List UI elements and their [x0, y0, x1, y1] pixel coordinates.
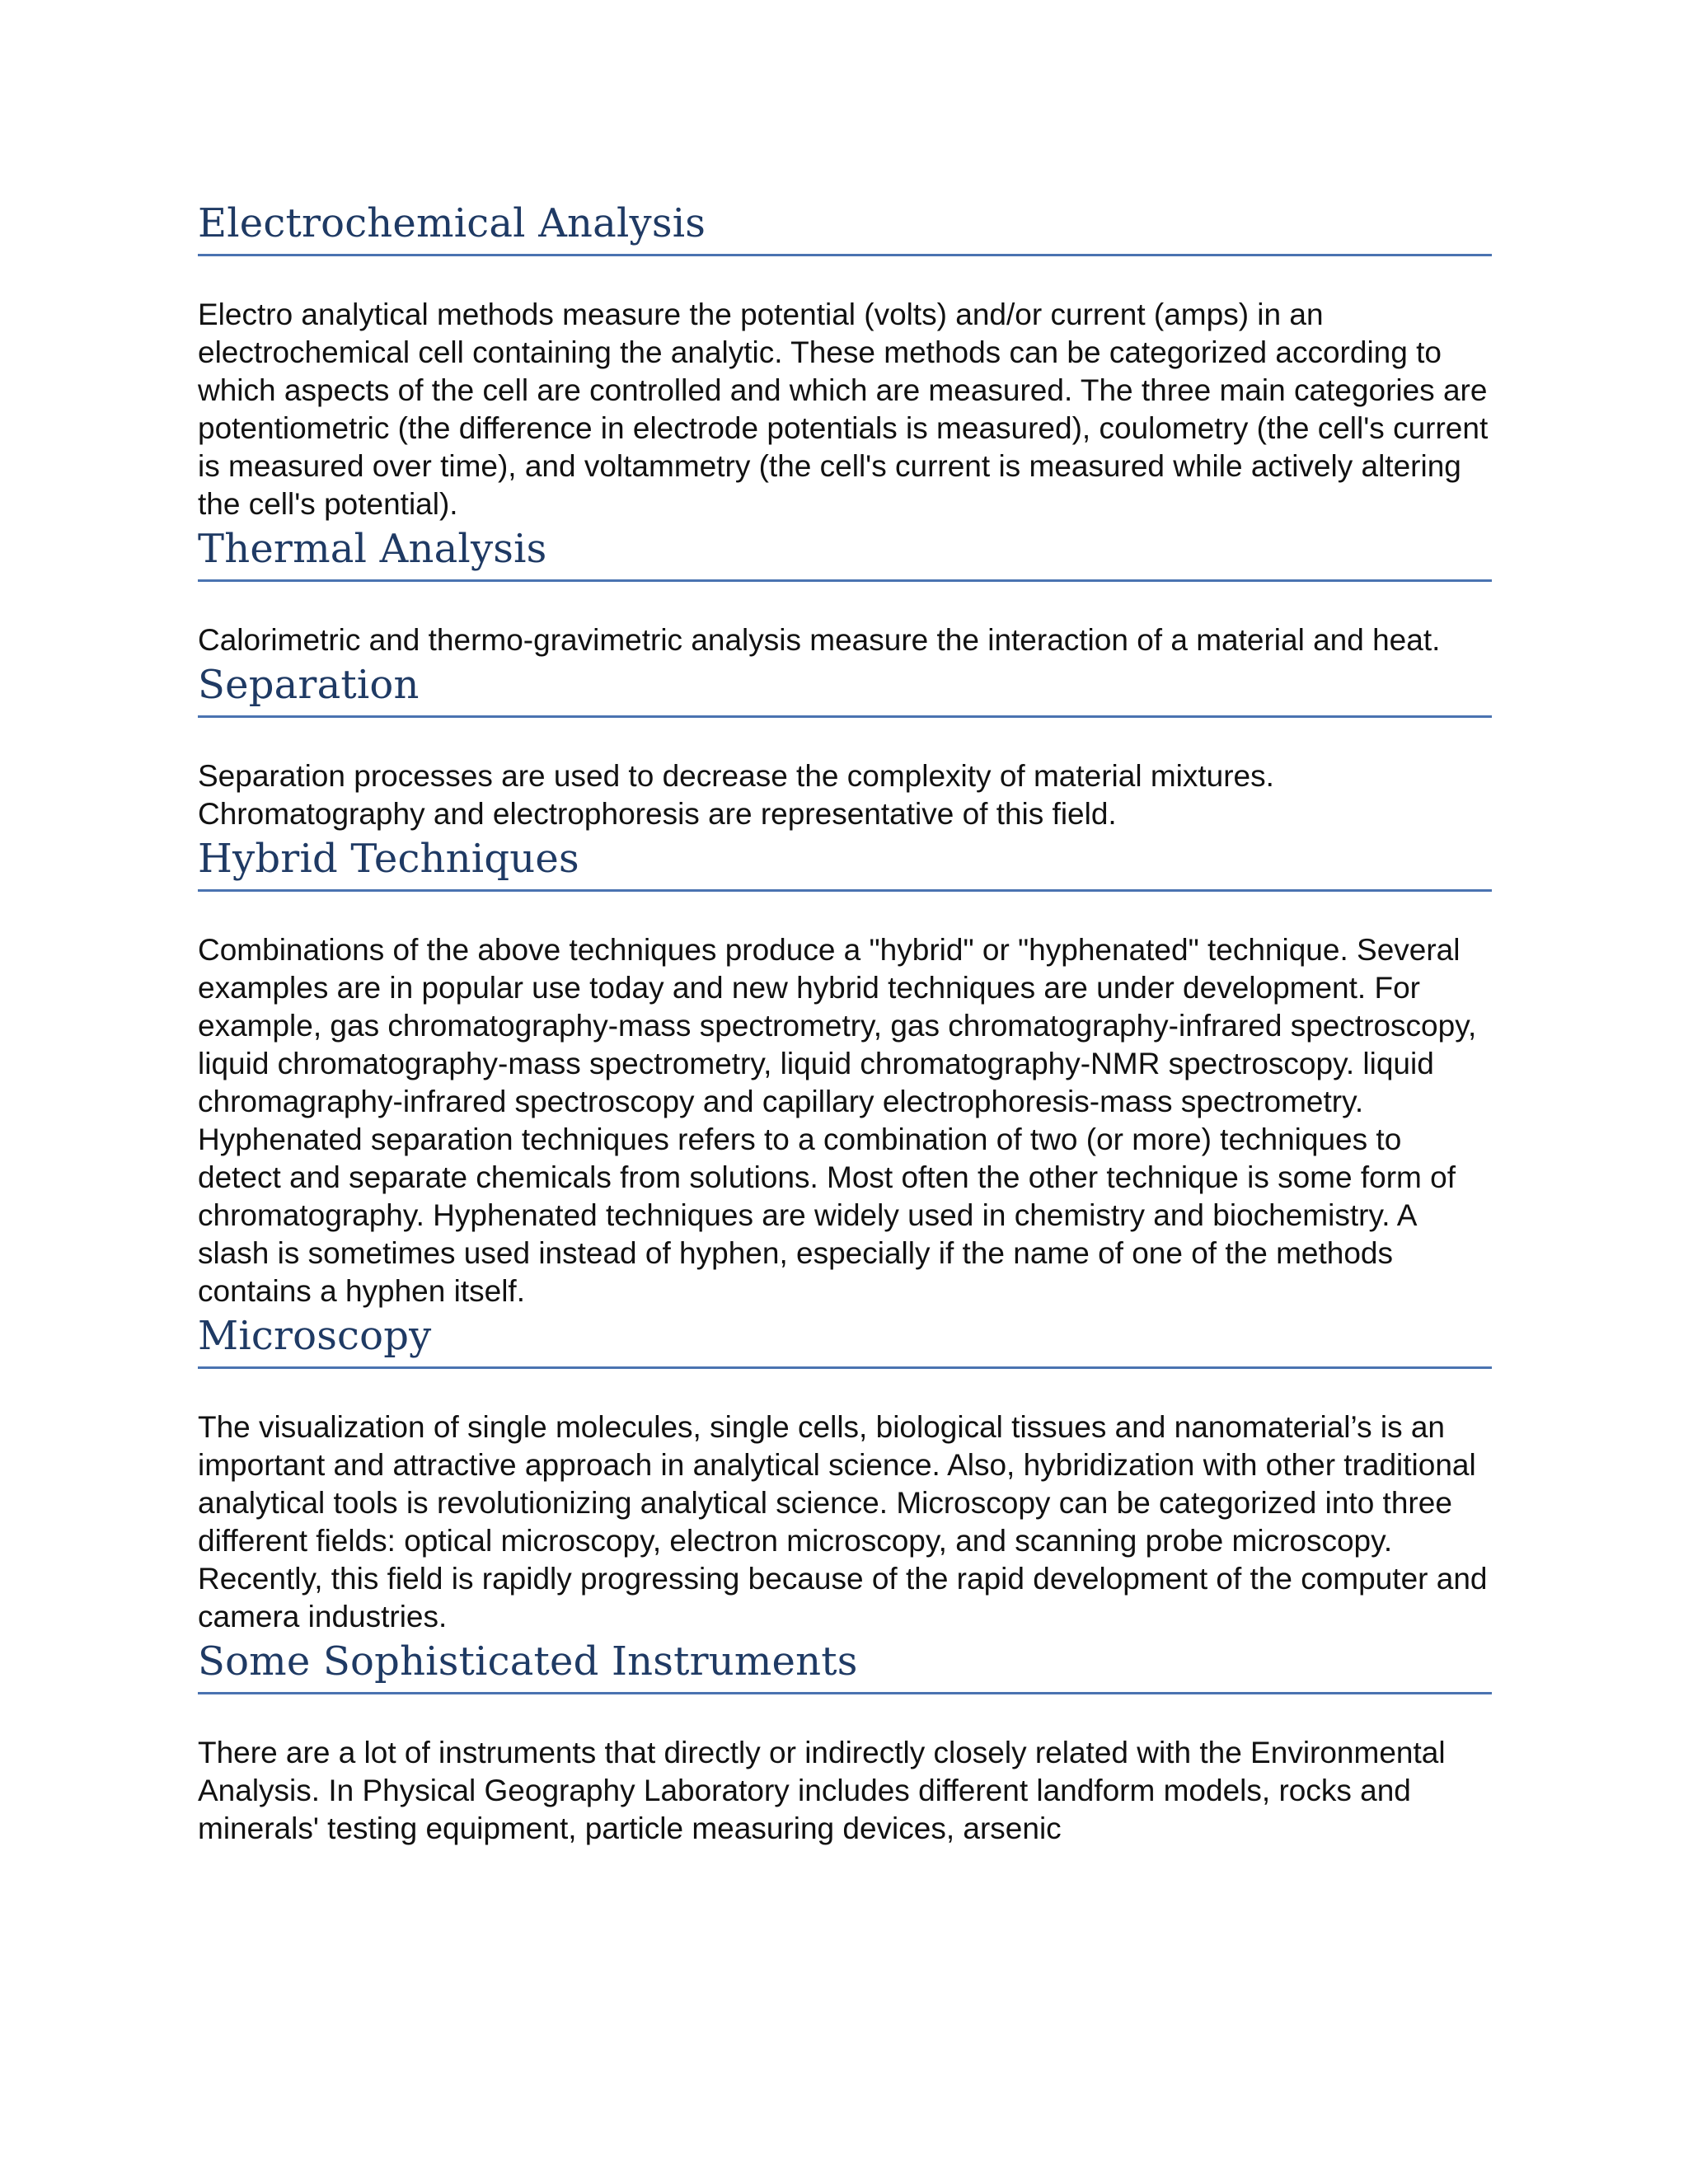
paragraph: Separation processes are used to decrease the complexity of material mixtures. Chromatography and electrophoresis are representative of this field. [198, 759, 1274, 831]
section-body [198, 621, 1492, 659]
section-heading: Some Sophisticated Instruments [198, 1636, 1492, 1694]
section-body [198, 931, 1492, 1310]
section-body [198, 1734, 1492, 1848]
section-hybrid-techniques [198, 833, 1492, 1310]
section-heading: Thermal Analysis [198, 523, 1492, 582]
section-heading: Electrochemical Analysis [198, 198, 1492, 256]
section-body [198, 1408, 1492, 1636]
paragraph: There are a lot of instruments that directly or indirectly closely related with the Environmental Analysis. In Physical Geography Laboratory includes different landform models, rocks and minerals' testing equipment, particle measuring devices, arsenic [198, 1736, 1446, 1845]
paragraph: Hyphenated separation techniques refers to a combination of two (or more) techniques to detect and separate chemicals from solutions. Most often the other technique is some form of chromatography. Hyphenated techniques are widely used in chemistry and biochemistry. A slash is sometimes used instead of hyphen, especially if the name of one of the methods contains a hyphen itself. [198, 1122, 1456, 1308]
section-some-sophisticated-instruments [198, 1636, 1492, 1848]
section-separation [198, 659, 1492, 833]
section-electrochemical-analysis [198, 198, 1492, 523]
document-page [198, 198, 1492, 1848]
section-body [198, 296, 1492, 523]
paragraph: Calorimetric and thermo-gravimetric analysis measure the interaction of a material and heat. [198, 623, 1441, 657]
section-thermal-analysis [198, 523, 1492, 659]
section-body [198, 757, 1492, 833]
section-microscopy [198, 1310, 1492, 1636]
paragraph: The visualization of single molecules, single cells, biological tissues and nanomaterial’s is an important and attractive approach in analytical science. Also, hybridization with other traditional analytical tools is revolutionizing analytical science. Microscopy can be categorized into three different fields: optical microscopy, electron microscopy, and scanning probe microscopy. Recently, this field is rapidly progressing because of the rapid development of the computer and camera industries. [198, 1410, 1488, 1633]
paragraph: Combinations of the above techniques produce a "hybrid" or "hyphenated" technique. Several examples are in popular use today and new hybrid techniques are under development. For example, gas chromatography-mass spectrometry, gas chromatography-infrared spectroscopy, liquid chromatography-mass spectrometry, liquid chromatography-NMR spectroscopy. liquid chromagraphy-infrared spectroscopy and capillary electrophoresis-mass spectrometry. [198, 933, 1477, 1118]
section-heading: Microscopy [198, 1310, 1492, 1369]
section-heading: Separation [198, 659, 1492, 718]
paragraph: Electro analytical methods measure the potential (volts) and/or current (amps) in an electrochemical cell containing the analytic. These methods can be categorized according to which aspects of the cell are controlled and which are measured. The three main categories are potentiometric (the difference in electrode potentials is measured), coulometry (the cell's current is measured over time), and voltammetry (the cell's current is measured while actively altering the cell's potential). [198, 298, 1489, 521]
section-heading: Hybrid Techniques [198, 833, 1492, 892]
